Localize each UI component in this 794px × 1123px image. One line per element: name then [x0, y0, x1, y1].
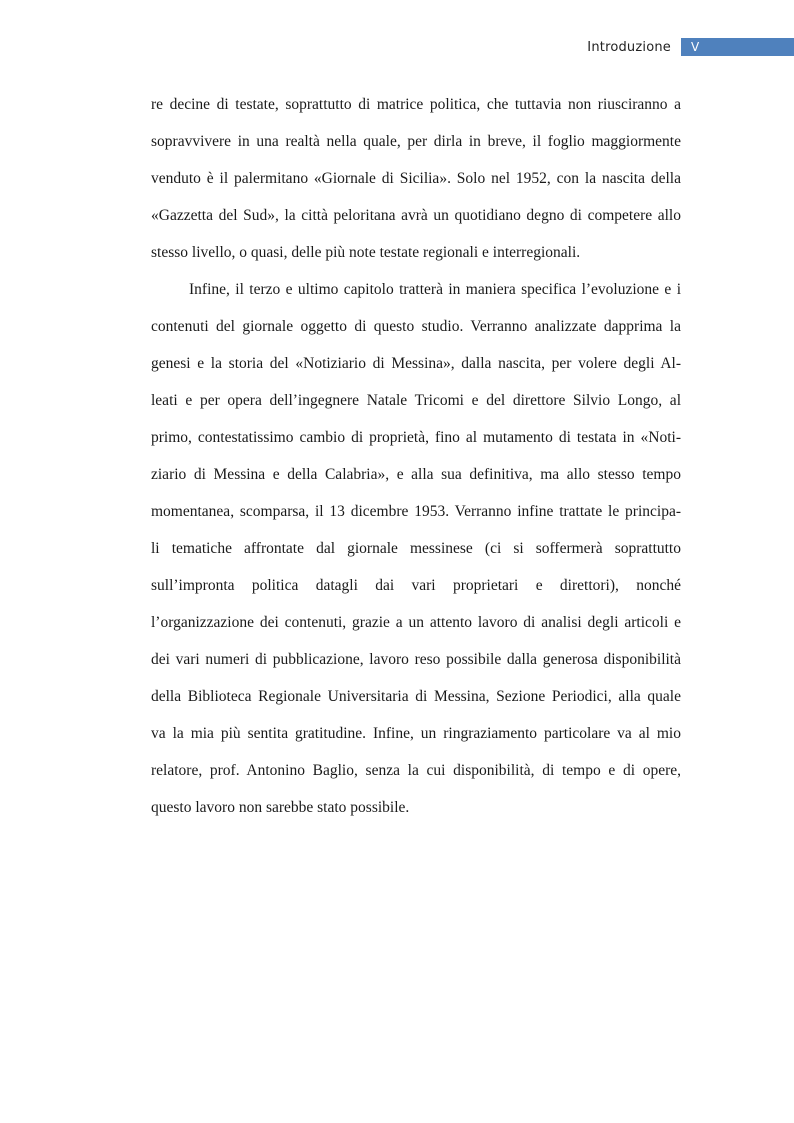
text-line: leati e per opera dell’ingegnere Natale Tricomi e del direttore Silvio Longo, al — [151, 392, 681, 409]
text-line: Infine, il terzo e ultimo capitolo tratterà in maniera specifica l’evoluzione e i — [189, 281, 681, 298]
text-line: «Gazzetta del Sud», la città peloritana avrà un quotidiano degno di competere allo — [151, 207, 681, 224]
page-number: V — [691, 40, 700, 54]
text-line: stesso livello, o quasi, delle più note testate regionali e interregionali. — [151, 244, 581, 261]
text-line: venduto è il palermitano «Giornale di Sicilia». Solo nel 1952, con la nascita della — [151, 170, 681, 187]
text-line: dei vari numeri di pubblicazione, lavoro reso possibile dalla generosa disponibilità — [151, 651, 681, 668]
text-line: sull’impronta politica datagli dai vari proprietari e direttori), nonché — [151, 577, 681, 594]
text-line: relatore, prof. Antonino Baglio, senza la cui disponibilità, di tempo e di opere, — [151, 762, 681, 779]
text-line: questo lavoro non sarebbe stato possibile. — [151, 799, 410, 816]
text-line: re decine di testate, soprattutto di matrice politica, che tuttavia non riusciranno a — [151, 96, 681, 113]
running-header — [587, 38, 794, 56]
text-line: l’organizzazione dei contenuti, grazie a un attento lavoro di analisi degli articoli e — [151, 614, 681, 631]
text-line: contenuti del giornale oggetto di questo studio. Verranno analizzate dapprima la — [151, 318, 681, 335]
text-line: li tematiche affrontate dal giornale messinese (ci si soffermerà soprattutto — [151, 540, 681, 557]
text-line: sopravvivere in una realtà nella quale, per dirla in breve, il foglio maggiormente — [151, 133, 681, 150]
text-line: momentanea, scomparsa, il 13 dicembre 1953. Verranno infine trattate le principa- — [151, 503, 681, 520]
page-number-band — [681, 38, 794, 56]
header-section-title: Introduzione — [587, 39, 671, 55]
text-line: primo, contestatissimo cambio di proprietà, fino al mutamento di testata in «Noti- — [151, 429, 681, 446]
text-line: ziario di Messina e della Calabria», e alla sua definitiva, ma allo stesso tempo — [151, 466, 681, 483]
body-text — [151, 92, 681, 832]
text-line: della Biblioteca Regionale Universitaria di Messina, Sezione Periodici, alla quale — [151, 688, 681, 705]
text-line: va la mia più sentita gratitudine. Infine, un ringraziamento particolare va al mio — [151, 725, 681, 742]
text-line: genesi e la storia del «Notiziario di Messina», dalla nascita, per volere degli Al- — [151, 355, 681, 372]
